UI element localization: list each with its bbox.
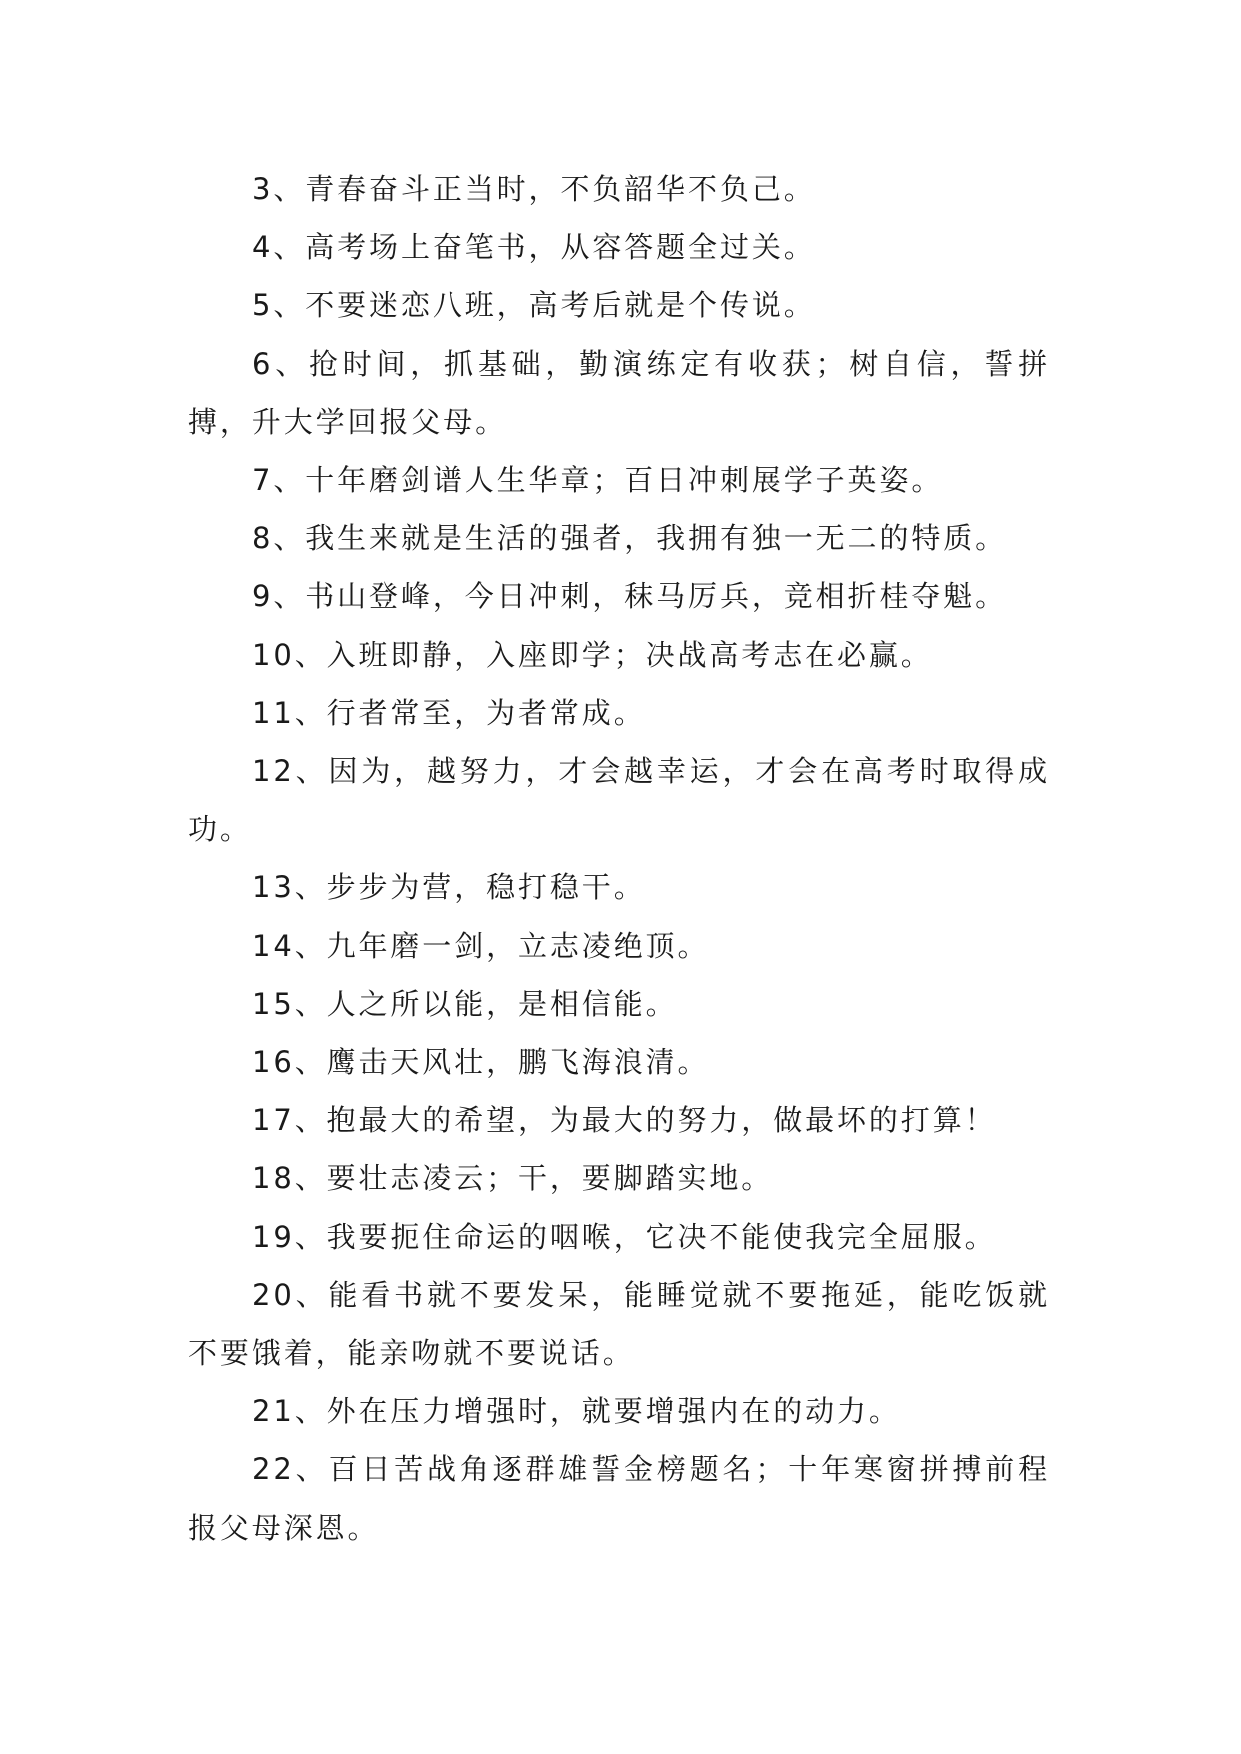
- list-item: 10、入班即静，入座即学；决战高考志在必赢。: [252, 637, 933, 672]
- list-item: 7、十年磨剑谱人生华章；百日冲刺展学子英姿。: [252, 463, 944, 498]
- list-item: 6、抢时间，抓基础，勤演练定有收获；树自信，誓拼搏，升大学回报父母。: [188, 346, 1050, 439]
- document-body: [188, 160, 1050, 1557]
- list-item: 15、人之所以能，是相信能。: [252, 986, 678, 1021]
- list-item: 5、不要迷恋八班，高考后就是个传说。: [252, 288, 816, 323]
- list-item: 8、我生来就是生活的强者，我拥有独一无二的特质。: [252, 521, 1008, 556]
- list-item: 3、青春奋斗正当时，不负韶华不负己。: [252, 172, 816, 206]
- list-item: 18、要壮志凌云；干，要脚踏实地。: [252, 1161, 774, 1196]
- list-item: 4、高考场上奋笔书，从容答题全过关。: [252, 230, 816, 265]
- list-item: 13、步步为营，稳打稳干。: [252, 870, 646, 905]
- list-item: 19、我要扼住命运的咽喉，它决不能使我完全屈服。: [252, 1219, 997, 1254]
- list-item: 17、抱最大的希望，为最大的努力，做最坏的打算！: [252, 1103, 997, 1138]
- list-item: 9、书山登峰，今日冲刺，秣马厉兵，竞相折桂夺魁。: [252, 579, 1008, 614]
- list-item: 20、能看书就不要发呆，能睡觉就不要拖延，能吃饭就不要饿着，能亲吻就不要说话。: [188, 1277, 1050, 1371]
- list-item: 16、鹰击天风壮，鹏飞海浪清。: [252, 1045, 710, 1080]
- list-item: 12、因为，越努力，才会越幸运，才会在高考时取得成功。: [188, 754, 1050, 847]
- list-item: 11、行者常至，为者常成。: [252, 695, 646, 730]
- list-item: 21、外在压力增强时，就要增强内在的动力。: [252, 1394, 901, 1429]
- list-item: 22、百日苦战角逐群雄誓金榜题名；十年寒窗拼搏前程报父母深恩。: [188, 1452, 1050, 1545]
- list-item: 14、九年磨一剑，立志凌绝顶。: [252, 928, 710, 963]
